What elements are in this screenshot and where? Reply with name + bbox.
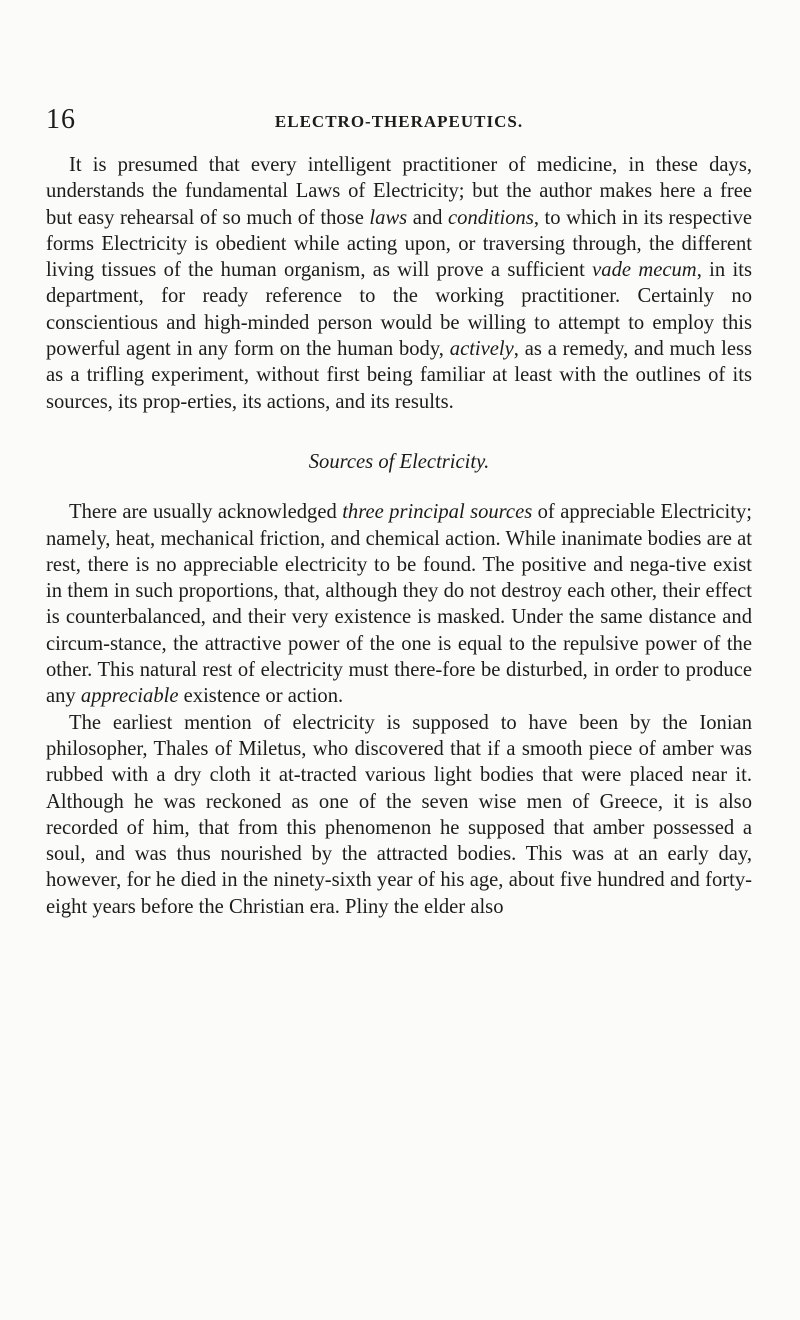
running-head [46,104,752,138]
text-run: and [407,206,449,229]
running-head-title: ELECTRO-THERAPEUTICS. [274,112,524,131]
text-run: , to which in its respective forms Electricity is obedient while acting upon, or traversing through, the different living tissues of the human organism, as will prove a sufficient [46,206,753,282]
page-number: 16 [46,104,76,135]
text-run: There are usually acknowledged [69,501,343,524]
italic-actively: actively [449,338,514,361]
italic-laws: laws [369,206,408,229]
text-run: of appreciable Electricity; namely, heat, mechanical friction, and chemical action. While inanimate bodies are at rest, there is no appreciable electricity to be found. The positive and nega-tive exist in them in such proportions, that, although they do not destroy each other, their effect is counterbalanced, and their very existence is masked. Under the same distance and circum-stance, the attractive power of the one is equal to the repulsive power of the other. This natural rest of electricity must there-fore be disturbed, in order to produce any [46,501,752,708]
italic-vade-mecum: vade mecum [592,259,697,282]
italic-appreciable: appreciable [80,685,179,708]
text-run: It is presumed that every intelligent practitioner of medicine, in these days, understands the fundamental Laws of Electricity; but the author makes here a free but easy rehearsal of so much of those [46,154,752,229]
text-run: existence or action. [178,685,344,708]
text-run: , as a remedy, and much less as a trifling experiment, without first being familiar at least with the outlines of its sources, its prop-erties, its actions, and its results. [46,338,753,413]
paragraph-intro [46,152,752,415]
section-heading: Sources of Electricity. [308,450,490,473]
paragraph-sources [46,499,752,709]
italic-three-principal-sources: three principal sources [342,501,533,524]
text-run: , in its department, for ready reference to the working practitioner. Certainly no conscientious and high-minded person would be willing to attempt to employ this powerful agent in any form on the human body, [46,259,752,361]
book-page [46,104,752,920]
italic-conditions: conditions [448,206,534,229]
paragraph-thales: The earliest mention of electricity is supposed to have been by the Ionian philosopher, Thales of Miletus, who discovered that if a smooth piece of amber was rubbed with a dry cloth it at-tracted various light bodies that were placed near it. Although he was reckoned as one of the seven wise men of Greece, it is also recorded of him, that from this phenomenon he supposed that amber possessed a soul, and was thus nourished by the attracted bodies. This was at an early day, however, for he died in the ninety-sixth year of his age, about five hundred and forty-eight years before the Christian era. Pliny the elder also [46,711,752,918]
